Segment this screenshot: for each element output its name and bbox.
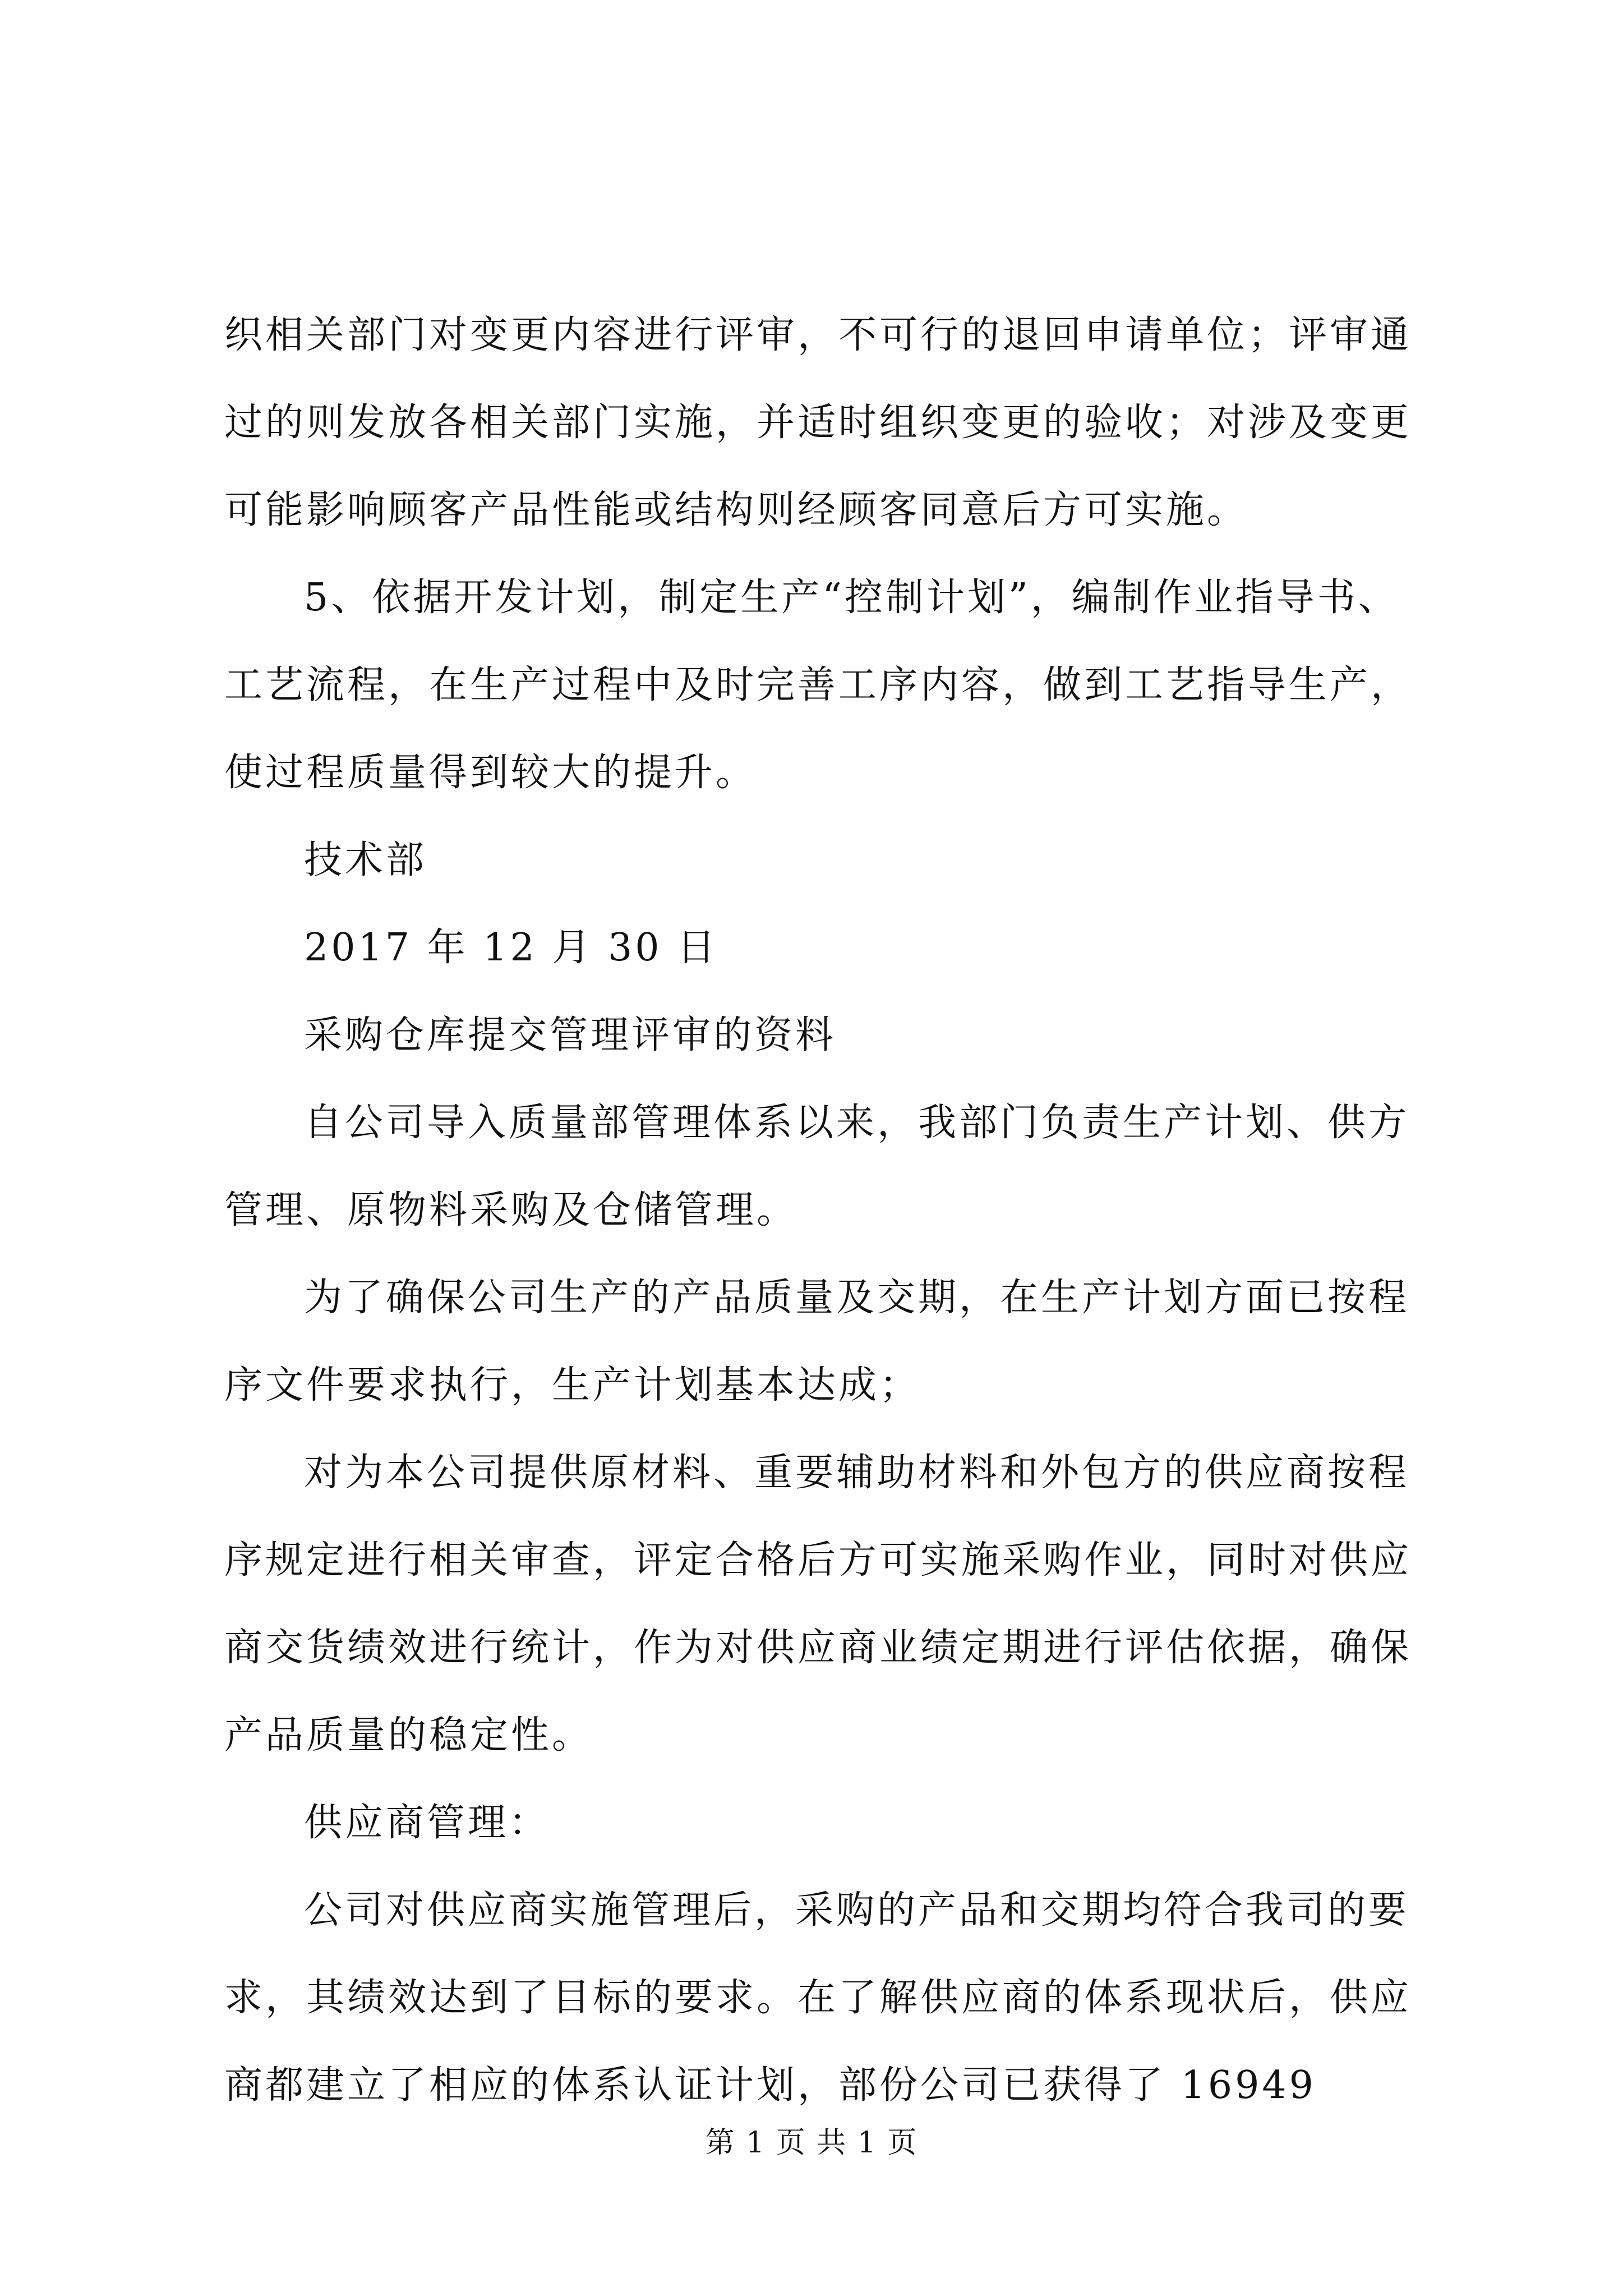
- paragraph-department-responsibility: 自公司导入质量部管理体系以来，我部门负责生产计划、供方管理、原物料采购及仓储管理。: [224, 1101, 1410, 1232]
- document-body: [224, 292, 1424, 2129]
- paragraph-development-plan: 5、依据开发计划，制定生产“控制计划”，编制作业指导书、工艺流程，在生产过程中及时完善工序内容，做到工艺指导生产，使过程质量得到较大的提升。: [224, 576, 1412, 795]
- paragraph-change-review: 织相关部门对变更内容进行评审，不可行的退回申请单位；评审通过的则发放各相关部门实施，并适时组织变更的验收；对涉及变更可能影响顾客产品性能或结构则经顾客同意后方可实施。: [224, 313, 1412, 532]
- paragraph-supplier-review: 对为本公司提供原材料、重要辅助材料和外包方的供应商按程序规定进行相关审查，评定合格后方可实施采购作业，同时对供应商交货绩效进行统计，作为对供应商业绩定期进行评估依据，确保产品质量的稳定性。: [224, 1451, 1412, 1757]
- paragraph-supplier-management-heading: 供应商管理：: [304, 1801, 550, 1845]
- page-number-footer: 第 1 页 共 1 页: [705, 2126, 918, 2160]
- paragraph-production-plan: 为了确保公司生产的产品质量及交期，在生产计划方面已按程序文件要求执行，生产计划基本达成；: [224, 1276, 1410, 1407]
- paragraph-department-signature: 技术部: [304, 838, 427, 882]
- paragraph-date: 2017 年 12 月 30 日: [304, 926, 718, 970]
- paragraph-supplier-performance: 公司对供应商实施管理后，采购的产品和交期均符合我司的要求，其绩效达到了目标的要求。在了解供应商的体系现状后，供应商都建立了相应的体系认证计划，部份公司已获得了 16949: [224, 1888, 1412, 2108]
- paragraph-section-title: 采购仓库提交管理评审的资料: [304, 1013, 837, 1057]
